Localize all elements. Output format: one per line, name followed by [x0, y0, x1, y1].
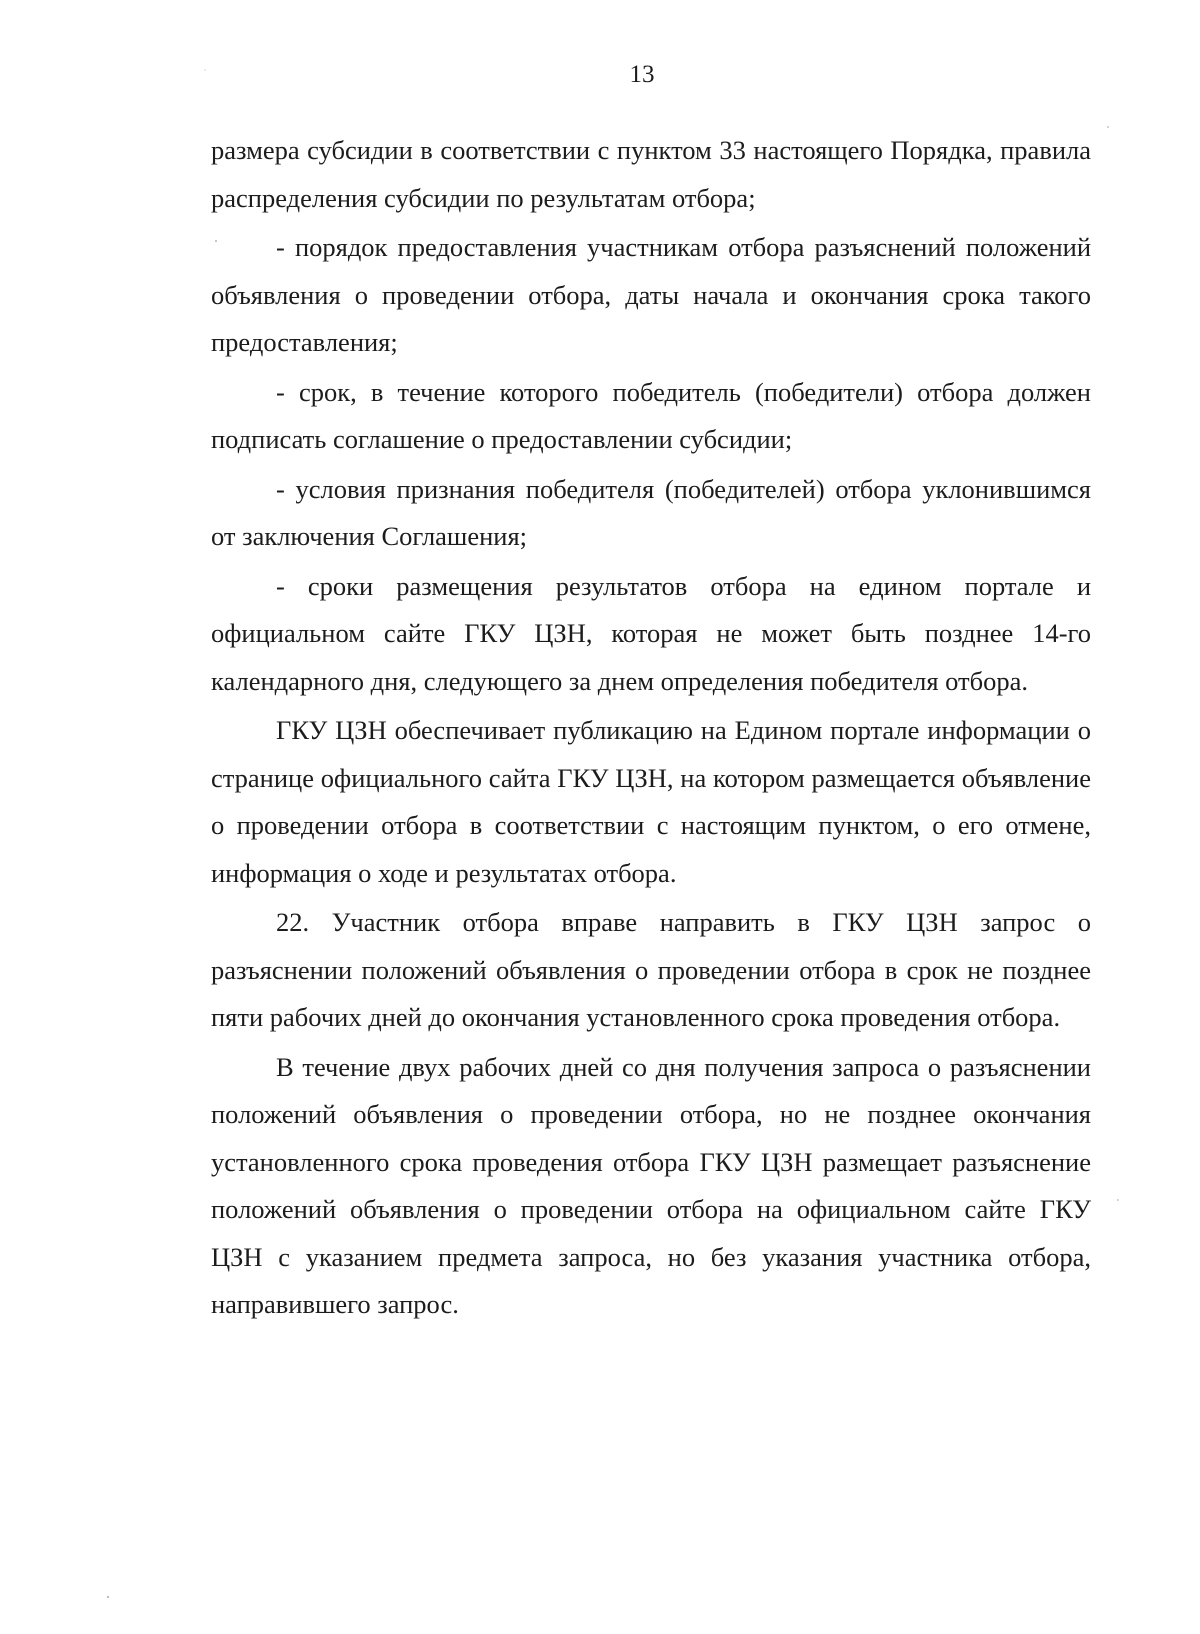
paragraph-results-publication: - сроки размещения результатов отбора на едином портале и официальном сайте ГКУ ЦЗН, которая не может быть позднее 14-го календарного дня, следующего за днем определения победителя отбора.	[211, 570, 1091, 696]
document-body	[211, 127, 1091, 1329]
paragraph-clarification-response: В течение двух рабочих дней со дня получения запроса о разъяснении положений объявления о проведении отбора, но не позднее окончания установленного срока проведения отбора ГКУ ЦЗН размещает разъяснение положений объявления о проведении отбора на официальном сайте ГКУ ЦЗН с указанием предмета запроса, но без указания участника отбора, направившего запрос.	[211, 1051, 1091, 1319]
paragraph-evasion-conditions: - условия признания победителя (победителей) отбора уклонившимся от заключения Соглашения;	[211, 473, 1091, 551]
paragraph-clarification-procedure: - порядок предоставления участникам отбора разъяснений положений объявления о проведении отбора, даты начала и окончания срока такого предоставления;	[211, 232, 1091, 357]
paragraph-portal-publication: ГКУ ЦЗН обеспечивает публикацию на Едином портале информации о странице официального сайта ГКУ ЦЗН, на котором размещается объявление о проведении отбора в соответствии с настоящим пунктом, о его отмене, информация о ходе и результатах отбора.	[211, 715, 1091, 888]
page-number: 13	[629, 61, 655, 88]
paragraph-agreement-deadline: - срок, в течение которого победитель (победители) отбора должен подписать соглашение о предоставлении субсидии;	[211, 376, 1091, 454]
paragraph-section-22: 22. Участник отбора вправе направить в ГКУ ЦЗН запрос о разъяснении положений объявления о проведении отбора в срок не позднее пяти рабочих дней до окончания установленного срока проведения отбора.	[211, 907, 1091, 1032]
paragraph-subsidy-size: размера субсидии в соответствии с пунктом 33 настоящего Порядка, правила распределения субсидии по результатам отбора;	[211, 135, 1091, 213]
